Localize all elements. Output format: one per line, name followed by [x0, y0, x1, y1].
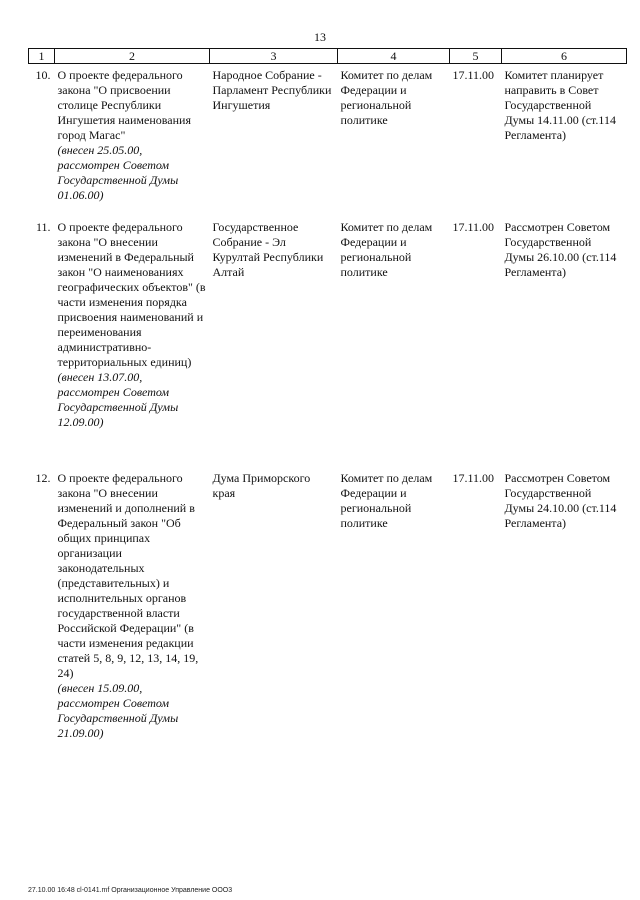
initiator-cell: Государственное Собрание - Эл Курултай Республики Алтай — [212, 220, 324, 279]
column-header-4: 4 — [338, 49, 450, 64]
status-cell: Рассмотрен Советом Государственной Думы 24.10.00 (ст.114 Регламента) — [504, 471, 617, 530]
page-number: 13 — [314, 30, 326, 44]
committee-cell: Комитет по делам Федерации и региональной политике — [340, 68, 433, 127]
column-header-3: 3 — [210, 49, 338, 64]
column-number-header — [29, 49, 627, 64]
date-cell: 17.11.00 — [452, 68, 495, 82]
column-header-2: 2 — [55, 49, 210, 64]
column-header-6: 6 — [502, 49, 627, 64]
status-cell: Комитет планирует направить в Совет Государственной Думы 14.11.00 (ст.114 Регламента) — [504, 68, 616, 142]
bill-cell — [55, 216, 210, 467]
bill-cell — [55, 467, 210, 751]
row-number: 11. — [35, 220, 51, 234]
column-header-1: 1 — [29, 49, 55, 64]
bill-title: О проекте федерального закона "О внесении изменений в Федеральный закон "О наименованиях географических объектов" (в части изменения порядка присвоения наименований и переименования административно-территориальных единиц) — [57, 220, 206, 369]
bill-note: (внесен 13.07.00, рассмотрен Советом Государственной Думы 12.09.00) — [57, 370, 179, 429]
bill-cell — [55, 64, 210, 217]
date-cell: 17.11.00 — [452, 220, 495, 234]
row-number: 12. — [35, 471, 51, 485]
date-cell: 17.11.00 — [452, 471, 495, 485]
initiator-cell: Народное Собрание - Парламент Республики Ингушетия — [212, 68, 332, 112]
bill-note: (внесен 15.09.00, рассмотрен Советом Государственной Думы 21.09.00) — [57, 681, 179, 740]
bill-note: (внесен 25.05.00, рассмотрен Советом Государственной Думы 01.06.00) — [57, 143, 179, 202]
committee-cell: Комитет по делам Федерации и региональной политике — [340, 220, 433, 279]
table-row — [29, 467, 627, 751]
table-row — [29, 64, 627, 217]
initiator-cell: Дума Приморского края — [212, 471, 311, 500]
bill-title: О проекте федерального закона "О присвоении столице Республики Ингушетия наименования город Магас" — [57, 68, 191, 142]
committee-cell: Комитет по делам Федерации и региональной политике — [340, 471, 433, 530]
column-header-5: 5 — [450, 49, 502, 64]
status-cell: Рассмотрен Советом Государственной Думы 26.10.00 (ст.114 Регламента) — [504, 220, 617, 279]
bill-title: О проекте федерального закона "О внесении изменений и дополнений в Федеральный закон "Об общих принципах организации законодательных (представительных) и исполнительных органов государственной власти Российской Федерации" (в части изменения редакции статей 5, 8, 9, 12, 13, 14, 19, 24) — [57, 471, 199, 680]
fax-footer: 27.10.00 16:48 cl-0141.mf Организационное Управление ООО3 — [28, 887, 233, 894]
row-number: 10. — [35, 68, 51, 82]
table-row — [29, 216, 627, 467]
legislation-table — [28, 48, 627, 751]
